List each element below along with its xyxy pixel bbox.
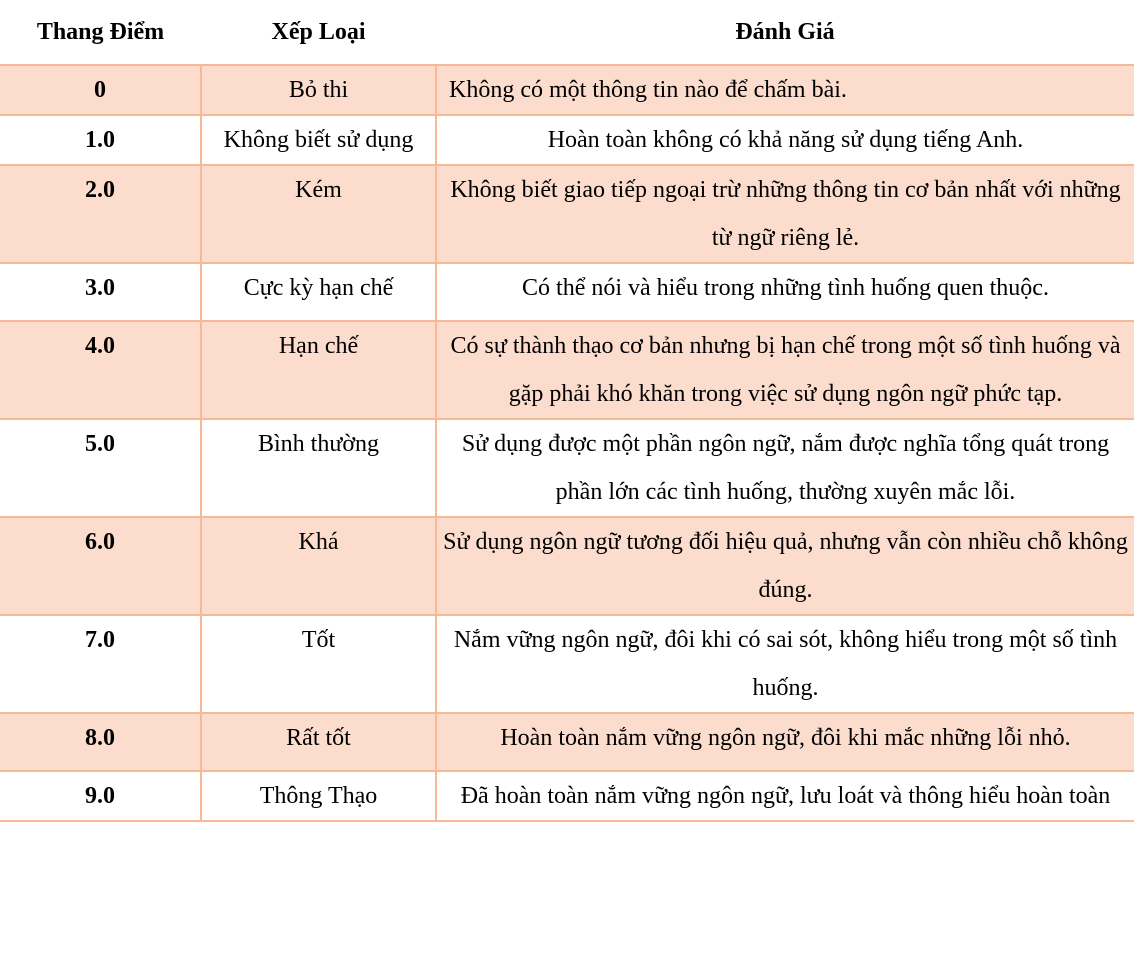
evaluation-cell: Sử dụng ngôn ngữ tương đối hiệu quả, nhưng vẫn còn nhiều chỗ không đúng. (436, 517, 1134, 615)
table-row (0, 65, 1134, 115)
evaluation-cell: Có thể nói và hiểu trong những tình huống quen thuộc. (436, 263, 1134, 321)
score-cell: 1.0 (0, 115, 201, 165)
score-cell: 4.0 (0, 321, 201, 419)
header-rank: Xếp Loại (271, 18, 366, 45)
table-row (0, 321, 1134, 419)
score-cell: 9.0 (0, 771, 201, 821)
rank-cell: Cực kỳ hạn chế (201, 263, 436, 321)
header-row (0, 0, 1134, 65)
evaluation-cell: Nắm vững ngôn ngữ, đôi khi có sai sót, không hiểu trong một số tình huống. (436, 615, 1134, 713)
rank-cell: Tốt (201, 615, 436, 713)
table-header (0, 0, 1134, 65)
score-cell: 7.0 (0, 615, 201, 713)
table-body (0, 65, 1134, 821)
score-cell: 2.0 (0, 165, 201, 263)
evaluation-cell: Hoàn toàn không có khả năng sử dụng tiếng Anh. (436, 115, 1134, 165)
rank-cell: Không biết sử dụng (201, 115, 436, 165)
rank-cell: Bình thường (201, 419, 436, 517)
table-row (0, 615, 1134, 713)
score-cell: 3.0 (0, 263, 201, 321)
header-evaluation: Đánh Giá (735, 18, 835, 45)
table-row (0, 517, 1134, 615)
header-score: Thang Điểm (36, 18, 165, 45)
evaluation-cell: Không có một thông tin nào để chấm bài. (436, 65, 1134, 115)
rank-cell: Hạn chế (201, 321, 436, 419)
score-cell: 6.0 (0, 517, 201, 615)
rank-cell: Khá (201, 517, 436, 615)
evaluation-cell: Không biết giao tiếp ngoại trừ những thông tin cơ bản nhất với những từ ngữ riêng lẻ. (436, 165, 1134, 263)
rank-cell: Bỏ thi (201, 65, 436, 115)
table-row (0, 713, 1134, 771)
rank-cell: Kém (201, 165, 436, 263)
score-cell: 5.0 (0, 419, 201, 517)
rank-cell: Rất tốt (201, 713, 436, 771)
score-cell: 0 (0, 65, 201, 115)
table-row (0, 165, 1134, 263)
evaluation-cell: Có sự thành thạo cơ bản nhưng bị hạn chế trong một số tình huống và gặp phải khó khăn trong việc sử dụng ngôn ngữ phức tạp. (436, 321, 1134, 419)
table-row (0, 115, 1134, 165)
table-row (0, 771, 1134, 821)
evaluation-cell: Đã hoàn toàn nắm vững ngôn ngữ, lưu loát và thông hiểu hoàn toàn (436, 771, 1134, 821)
evaluation-cell: Hoàn toàn nắm vững ngôn ngữ, đôi khi mắc những lỗi nhỏ. (436, 713, 1134, 771)
score-cell: 8.0 (0, 713, 201, 771)
evaluation-cell: Sử dụng được một phần ngôn ngữ, nắm được nghĩa tổng quát trong phần lớn các tình huống, thường xuyên mắc lỗi. (436, 419, 1134, 517)
rank-cell: Thông Thạo (201, 771, 436, 821)
table-row (0, 419, 1134, 517)
table-row (0, 263, 1134, 321)
